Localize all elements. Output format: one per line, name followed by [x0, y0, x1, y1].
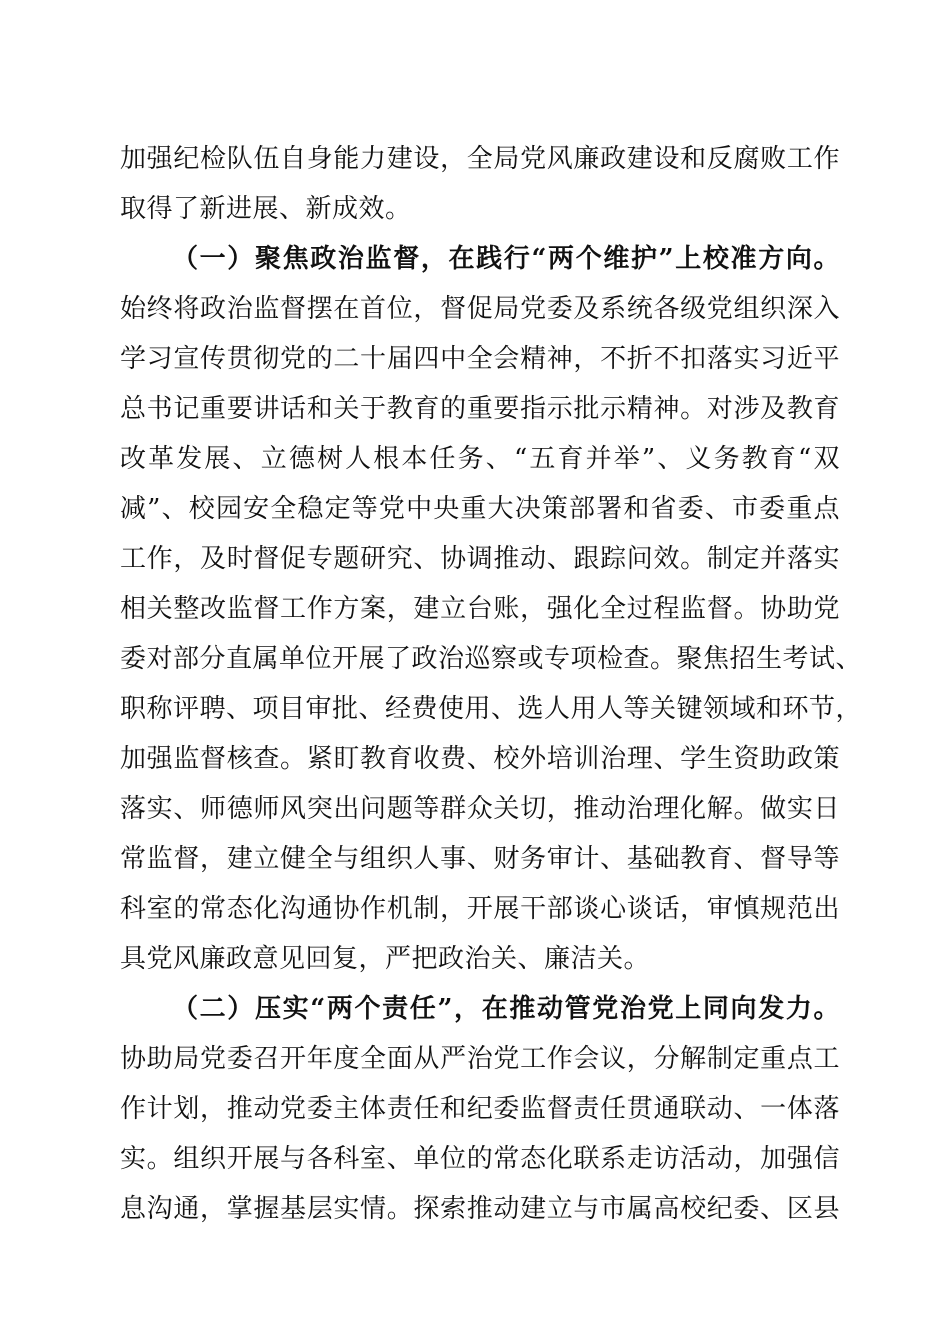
body-line: 作计划，推动党委主体责任和纪委监督责任贯通联动、一体落 [120, 1094, 840, 1124]
body-line: 息沟通，掌握基层实情。探索推动建立与市属高校纪委、区县 [120, 1194, 840, 1224]
body-line: 协助局党委召开年度全面从严治党工作会议，分解制定重点工 [120, 1044, 840, 1074]
body-line: 相关整改监督工作方案，建立台账，强化全过程监督。协助党 [120, 594, 840, 624]
section-heading-1: （一）聚焦政治监督，在践行“两个维护”上校准方向。 [172, 244, 840, 274]
body-line: 始终将政治监督摆在首位，督促局党委及系统各级党组织深入 [120, 294, 840, 324]
body-line: 具党风廉政意见回复，严把政治关、廉洁关。 [120, 944, 651, 974]
body-line: 科室的常态化沟通协作机制，开展干部谈心谈话，审慎规范出 [120, 894, 840, 924]
body-line: 加强监督核查。紧盯教育收费、校外培训治理、学生资助政策 [120, 744, 840, 774]
section-heading-2: （二）压实“两个责任”，在推动管党治党上同向发力。 [172, 994, 840, 1024]
body-line: 委对部分直属单位开展了政治巡察或专项检查。聚焦招生考试、 [120, 644, 863, 674]
body-line: 学习宣传贯彻党的二十届四中全会精神，不折不扣落实习近平 [120, 344, 840, 374]
body-line: 职称评聘、项目审批、经费使用、选人用人等关键领域和环节， [120, 694, 863, 724]
body-line: 实。组织开展与各科室、单位的常态化联系走访活动，加强信 [120, 1144, 840, 1174]
body-line: 落实、师德师风突出问题等群众关切，推动治理化解。做实日 [120, 794, 840, 824]
body-line: 改革发展、立德树人根本任务、“五育并举”、义务教育“双 [120, 444, 840, 474]
body-line: 减”、校园安全稳定等党中央重大决策部署和省委、市委重点 [120, 494, 840, 524]
body-line: 取得了新进展、新成效。 [120, 194, 412, 224]
body-line: 加强纪检队伍自身能力建设，全局党风廉政建设和反腐败工作 [120, 144, 840, 174]
body-line: 总书记重要讲话和关于教育的重要指示批示精神。对涉及教育 [120, 394, 840, 424]
body-line: 工作，及时督促专题研究、协调推动、跟踪问效。制定并落实 [120, 544, 840, 574]
body-line: 常监督，建立健全与组织人事、财务审计、基础教育、督导等 [120, 844, 840, 874]
